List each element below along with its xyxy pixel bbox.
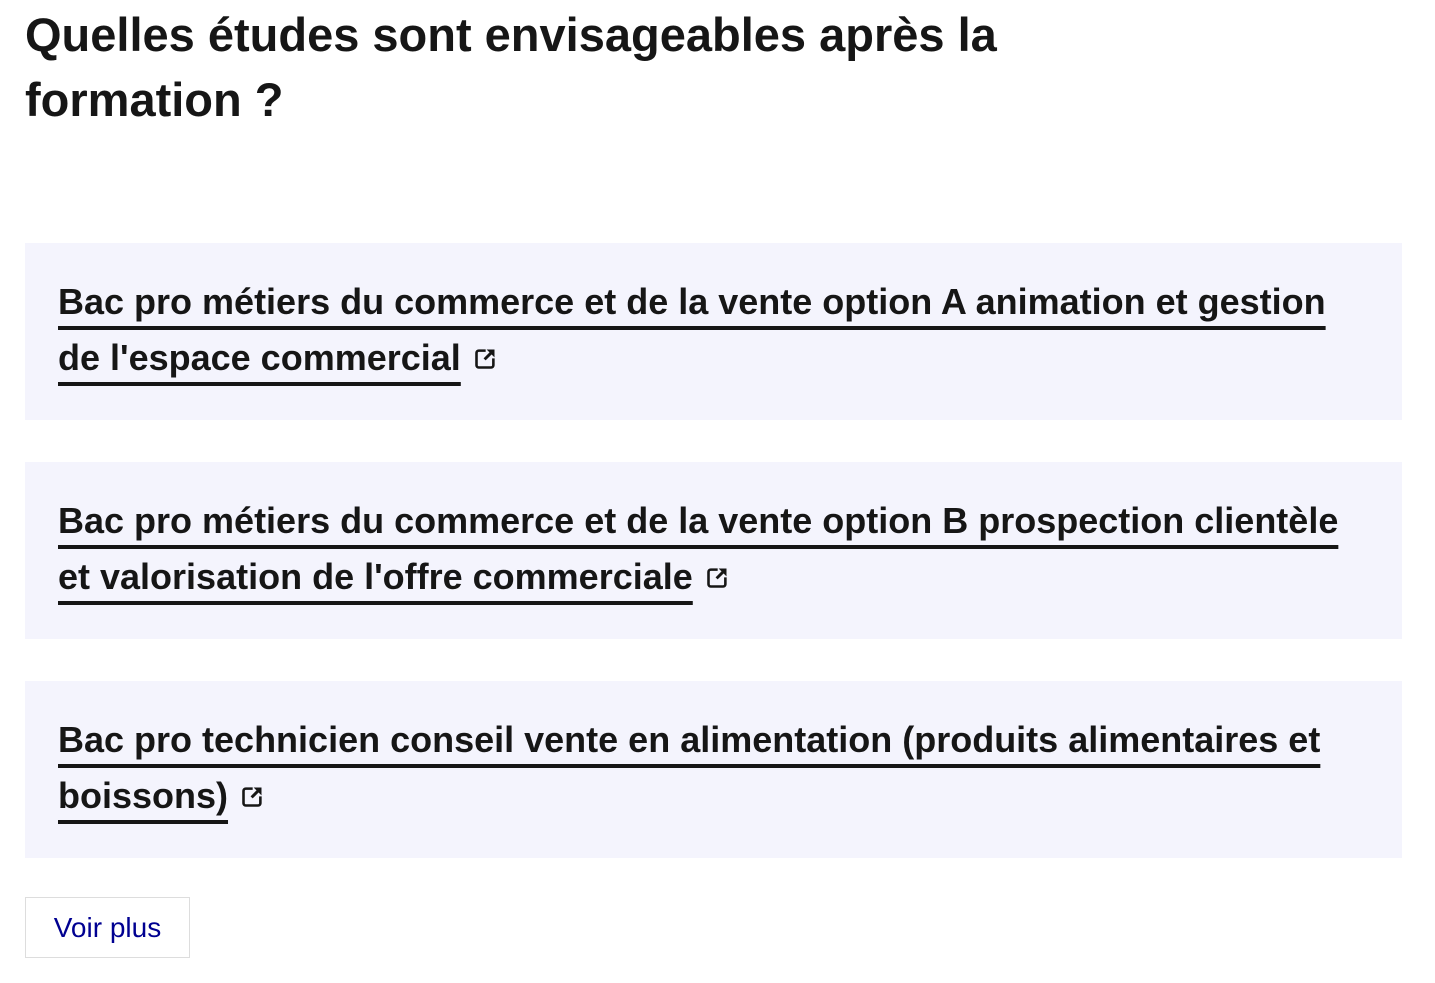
external-link-icon (704, 564, 731, 591)
formation-link-label: Bac pro métiers du commerce et de la vente option B prospection clientèle et valorisation de l'offre commerciale (58, 500, 1339, 597)
external-link-icon (239, 783, 266, 810)
formations-list (25, 243, 1402, 858)
formation-link-label: Bac pro métiers du commerce et de la vente option A animation et gestion de l'espace commercial (58, 281, 1326, 378)
formation-link-label: Bac pro technicien conseil vente en alimentation (produits alimentaires et boissons) (58, 719, 1321, 816)
page-title: Quelles études sont envisageables après la formation ? (25, 8, 997, 126)
formation-link-bac-pro-commerce-option-b[interactable] (58, 500, 1338, 597)
voir-plus-button[interactable]: Voir plus (25, 897, 190, 958)
formation-link-bac-pro-commerce-option-a[interactable] (58, 281, 1326, 378)
formation-card-3 (25, 681, 1402, 858)
formation-link-bac-pro-technicien-conseil-vente[interactable] (58, 719, 1320, 816)
formation-card-2 (25, 462, 1402, 639)
formation-card-1 (25, 243, 1402, 420)
external-link-icon (472, 345, 499, 372)
